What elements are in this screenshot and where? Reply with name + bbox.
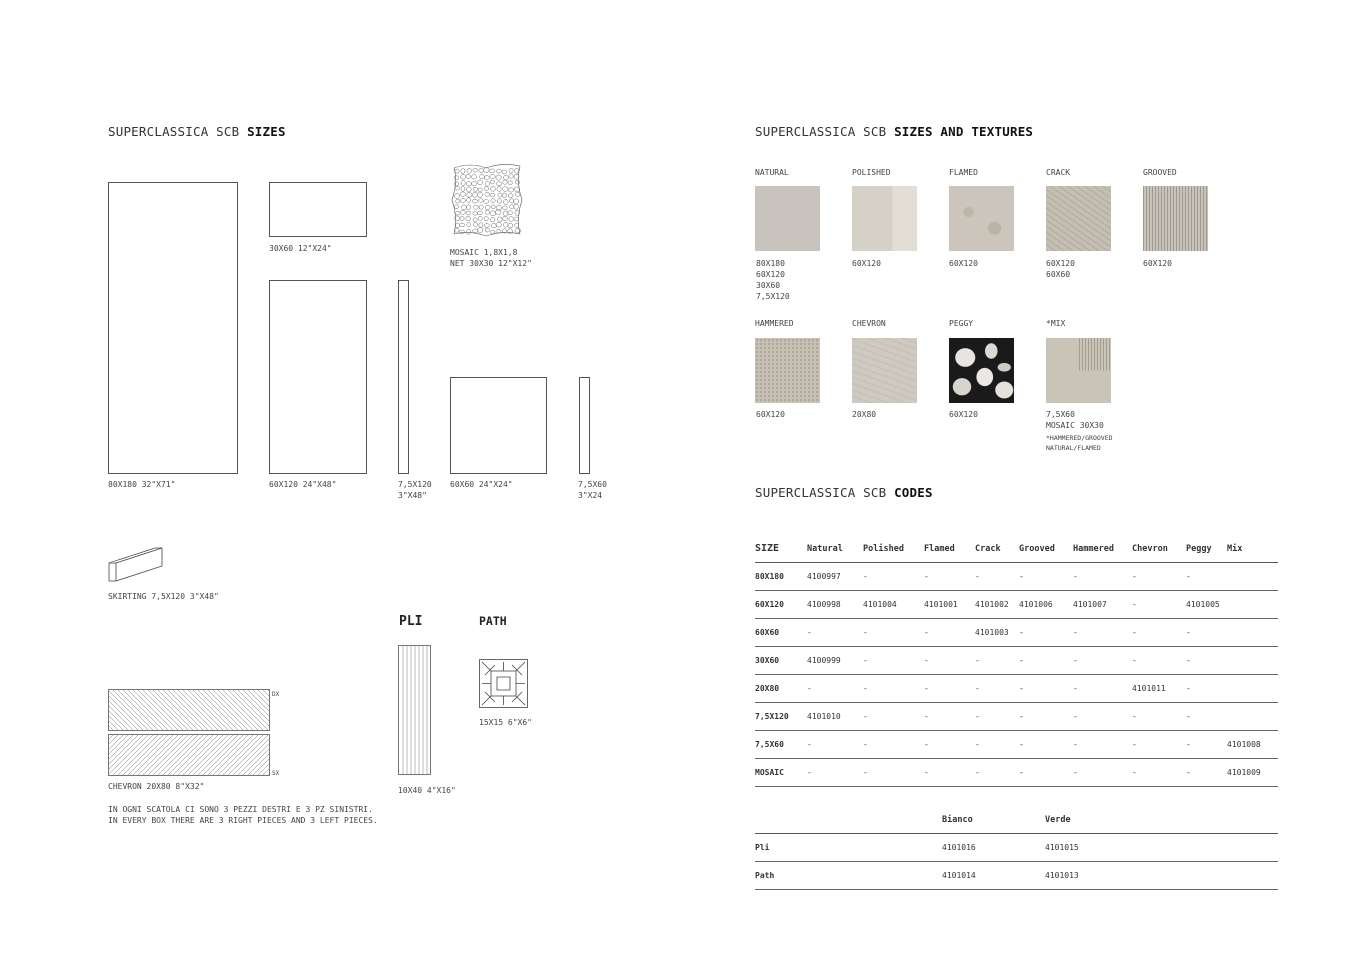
- pebble: [467, 222, 471, 226]
- tile-7-5x120-label: 7,5X120 3"X48": [398, 480, 432, 500]
- pebble: [478, 199, 483, 203]
- texture-sizes-natural: 80X180 60X120 30X60 7,5X120: [756, 259, 790, 301]
- pebble: [490, 180, 494, 184]
- sizes-title-prefix: SUPERCLASSICA SCB: [108, 124, 240, 139]
- code-cell: -: [1186, 647, 1227, 675]
- pebble: [503, 211, 508, 216]
- pebble: [461, 180, 465, 185]
- row-size-cell: 30X60: [755, 647, 807, 675]
- code-cell: -: [1186, 619, 1227, 647]
- code-cell: -: [807, 619, 863, 647]
- pebble: [467, 168, 471, 173]
- code-cell: 4101010: [807, 703, 863, 731]
- pebble: [514, 187, 519, 192]
- pebble: [497, 217, 502, 222]
- pebble: [515, 168, 519, 173]
- code-cell: 4101004: [863, 591, 924, 619]
- code-cell: -: [1186, 675, 1227, 703]
- texture-name-polished: POLISHED: [852, 168, 891, 177]
- path-icon: [479, 659, 529, 709]
- tile-30x60-label: 30X60 12"X24": [269, 244, 332, 253]
- pebble: [503, 175, 508, 180]
- code-cell: -: [924, 563, 975, 591]
- code-cell: -: [1073, 675, 1132, 703]
- code-cell: 4100999: [807, 647, 863, 675]
- codes-header-cell: Grooved: [1019, 535, 1073, 563]
- pebble: [484, 224, 489, 228]
- table-row: [755, 591, 1278, 619]
- code-cell: -: [863, 563, 924, 591]
- code-cell: -: [975, 731, 1019, 759]
- pebble: [510, 205, 514, 209]
- extra-header-cell: Bianco: [942, 806, 1045, 834]
- pebble: [466, 205, 470, 210]
- pebble: [485, 228, 489, 232]
- pebble: [515, 223, 519, 227]
- table-row: [755, 675, 1278, 703]
- code-cell: 4101011: [1132, 675, 1186, 703]
- table-row: [755, 647, 1278, 675]
- pebble: [455, 182, 459, 186]
- pebble: [479, 168, 484, 172]
- row-size-cell: 20X80: [755, 675, 807, 703]
- pebble: [510, 199, 514, 203]
- texture-name-mix: *MIX: [1046, 319, 1066, 328]
- pebble: [473, 229, 478, 233]
- pebble: [461, 205, 466, 210]
- code-cell: -: [1186, 563, 1227, 591]
- code-cell: 4100998: [807, 591, 863, 619]
- table-row: [755, 834, 1278, 862]
- pebble: [478, 211, 483, 215]
- table-row: [755, 731, 1278, 759]
- pli-icon: [398, 645, 432, 776]
- texture-name-grooved: GROOVED: [1143, 168, 1177, 177]
- skirting-icon: [107, 545, 165, 585]
- pebble: [496, 229, 501, 233]
- texture-sizes-mix: 7,5X60 MOSAIC 30X30: [1046, 410, 1104, 430]
- texture-swatch-mix: [1046, 338, 1111, 403]
- pebble: [491, 199, 496, 203]
- pli-title: PLI: [399, 614, 423, 629]
- tile-7-5x120: [398, 280, 409, 474]
- codes-header-cell: Peggy: [1186, 535, 1227, 563]
- row-size-cell: 7,5X120: [755, 703, 807, 731]
- pebble: [509, 174, 514, 178]
- code-cell: [1227, 703, 1278, 731]
- pebble: [455, 186, 460, 190]
- textures-title-bold: SIZES AND TEXTURES: [894, 124, 1034, 139]
- code-cell: -: [807, 731, 863, 759]
- pebble: [503, 206, 508, 210]
- code-cell: -: [975, 675, 1019, 703]
- pebble: [474, 205, 479, 209]
- texture-sizes-hammered: 60X120: [756, 410, 785, 419]
- code-cell: -: [1019, 731, 1073, 759]
- code-cell: 4101007: [1073, 591, 1132, 619]
- extra-header-row: [755, 806, 1278, 834]
- code-cell: -: [975, 759, 1019, 787]
- pebble: [509, 216, 514, 221]
- code-cell: 4101008: [1227, 731, 1278, 759]
- code-cell: -: [924, 675, 975, 703]
- table-row: [755, 703, 1278, 731]
- textures-title-prefix: SUPERCLASSICA SCB: [755, 124, 887, 139]
- codes-title-prefix: SUPERCLASSICA SCB: [755, 485, 887, 500]
- texture-name-crack: CRACK: [1046, 168, 1071, 177]
- chevron-sx: SX: [272, 770, 280, 777]
- code-cell: [1227, 563, 1278, 591]
- pebble: [496, 169, 501, 173]
- pebble: [485, 210, 489, 214]
- codes-header-cell: Flamed: [924, 535, 975, 563]
- tile-7-5x60-label: 7,5X60 3"X24: [578, 480, 607, 500]
- extra-header-cell: [755, 806, 942, 834]
- pebble: [489, 169, 495, 173]
- textures-title: [755, 124, 1033, 139]
- table-row: [755, 862, 1278, 890]
- code-cell: 4101015: [1045, 834, 1278, 862]
- tile-7-5x60: [579, 377, 590, 474]
- texture-swatch-polished: [852, 186, 917, 251]
- code-cell: -: [975, 703, 1019, 731]
- texture-sizes-flamed: 60X120: [949, 259, 978, 268]
- extra-codes-table: [755, 806, 1278, 890]
- pebble: [514, 204, 519, 209]
- pebble: [472, 193, 477, 198]
- pebble: [485, 205, 490, 209]
- code-cell: -: [1186, 703, 1227, 731]
- code-cell: -: [924, 703, 975, 731]
- code-cell: [1227, 591, 1278, 619]
- pebble: [460, 216, 464, 220]
- tile-60x60: [450, 377, 547, 474]
- row-size-cell: MOSAIC: [755, 759, 807, 787]
- code-cell: -: [1019, 619, 1073, 647]
- code-cell: -: [807, 675, 863, 703]
- pebble: [484, 186, 488, 191]
- pebble: [478, 188, 482, 192]
- row-name-cell: Path: [755, 862, 942, 890]
- tile-60x120-label: 60X120 24"X48": [269, 480, 337, 489]
- pebble: [503, 222, 508, 227]
- codes-header-cell: Polished: [863, 535, 924, 563]
- mix-note: *HAMMERED/GROOVED NATURAL/FLAMED: [1046, 434, 1113, 452]
- codes-title-bold: CODES: [894, 485, 933, 500]
- pebble: [503, 187, 508, 192]
- table-row: [755, 563, 1278, 591]
- pebble: [466, 230, 470, 235]
- code-cell: 4101006: [1019, 591, 1073, 619]
- pebble: [515, 192, 520, 196]
- code-cell: 4101009: [1227, 759, 1278, 787]
- pebble: [472, 199, 477, 203]
- code-cell: 4101005: [1186, 591, 1227, 619]
- texture-sizes-peggy: 60X120: [949, 410, 978, 419]
- pebble: [479, 205, 483, 209]
- sizes-title-bold: SIZES: [247, 124, 286, 139]
- pebble: [461, 186, 465, 191]
- codes-header-row: [755, 535, 1278, 563]
- pebble: [473, 222, 477, 226]
- texture-swatch-natural: [755, 186, 820, 251]
- code-cell: -: [1073, 563, 1132, 591]
- pebble: [472, 182, 477, 186]
- pebble: [485, 181, 489, 186]
- pebble: [461, 169, 465, 174]
- pli-label: 10X40 4"X16": [398, 786, 456, 795]
- code-cell: -: [1132, 647, 1186, 675]
- tile-80x180: [108, 182, 238, 474]
- code-cell: -: [863, 731, 924, 759]
- code-cell: -: [863, 703, 924, 731]
- pebble: [515, 180, 519, 184]
- extra-header-cell: Verde: [1045, 806, 1278, 834]
- code-cell: 4101003: [975, 619, 1019, 647]
- texture-name-hammered: HAMMERED: [755, 319, 794, 328]
- box-note-en: IN EVERY BOX THERE ARE 3 RIGHT PIECES AND 3 LEFT PIECES.: [108, 816, 378, 825]
- pebble: [480, 174, 485, 178]
- mosaic-icon: [450, 162, 524, 238]
- code-cell: -: [863, 759, 924, 787]
- pebble: [502, 216, 507, 220]
- tile-60x120: [269, 280, 367, 474]
- codes-title: [755, 485, 933, 500]
- code-cell: -: [1132, 563, 1186, 591]
- pebble: [461, 174, 466, 179]
- code-cell: -: [1132, 703, 1186, 731]
- codes-header-cell: Mix: [1227, 535, 1278, 563]
- pebble: [509, 168, 513, 173]
- code-cell: -: [1132, 591, 1186, 619]
- box-note-it: IN OGNI SCATOLA CI SONO 3 PEZZI DESTRI E 3 PZ SINISTRI.: [108, 805, 373, 814]
- mosaic-label: MOSAIC 1,8X1,8 NET 30X30 12"X12": [450, 248, 532, 268]
- texture-name-chevron: CHEVRON: [852, 319, 886, 328]
- code-cell: -: [863, 647, 924, 675]
- code-cell: -: [1019, 647, 1073, 675]
- pebble: [490, 211, 496, 216]
- texture-sizes-crack: 60X120 60X60: [1046, 259, 1075, 279]
- code-cell: -: [1073, 759, 1132, 787]
- pebble: [503, 199, 508, 204]
- code-cell: 4101013: [1045, 862, 1278, 890]
- pebble: [460, 223, 465, 227]
- pebble: [496, 175, 501, 180]
- pebble: [515, 228, 520, 233]
- table-row: [755, 619, 1278, 647]
- pebble: [473, 168, 478, 172]
- pebble: [514, 199, 519, 204]
- tile-60x60-label: 60X60 24"X24": [450, 480, 513, 489]
- chevron-pattern: [108, 689, 283, 779]
- row-size-cell: 60X60: [755, 619, 807, 647]
- code-cell: -: [1019, 759, 1073, 787]
- pebble: [497, 199, 501, 204]
- code-cell: -: [1186, 731, 1227, 759]
- code-cell: 4101002: [975, 591, 1019, 619]
- pebble: [455, 169, 459, 173]
- pebble: [455, 211, 460, 215]
- pebble: [466, 175, 471, 179]
- pebble: [484, 217, 488, 221]
- row-size-cell: 80X180: [755, 563, 807, 591]
- code-cell: 4101016: [942, 834, 1045, 862]
- pebble: [473, 218, 477, 222]
- texture-swatch-crack: [1046, 186, 1111, 251]
- path-label: 15X15 6"X6": [479, 718, 532, 727]
- pebble: [491, 205, 495, 209]
- tile-80x180-label: 80X180 32"X71": [108, 480, 176, 489]
- code-cell: -: [863, 619, 924, 647]
- table-row: [755, 759, 1278, 787]
- code-cell: -: [1019, 563, 1073, 591]
- skirting-label: SKIRTING 7,5X120 3"X48": [108, 592, 219, 601]
- texture-swatch-peggy: [949, 338, 1014, 403]
- code-cell: -: [975, 563, 1019, 591]
- pebble: [473, 211, 478, 215]
- code-cell: -: [975, 647, 1019, 675]
- pebble: [455, 223, 459, 228]
- code-cell: -: [807, 759, 863, 787]
- pebble: [491, 230, 495, 234]
- pebble: [490, 175, 495, 179]
- row-size-cell: 60X120: [755, 591, 807, 619]
- pebble: [460, 230, 465, 234]
- texture-name-natural: NATURAL: [755, 168, 789, 177]
- pebble: [473, 187, 477, 191]
- code-cell: 4100997: [807, 563, 863, 591]
- pebble: [455, 194, 460, 199]
- code-cell: -: [1073, 619, 1132, 647]
- pebble: [490, 186, 495, 191]
- pebble: [485, 192, 490, 196]
- pebble: [461, 198, 466, 202]
- pebble: [490, 217, 495, 221]
- code-cell: 4101001: [924, 591, 975, 619]
- pebble: [508, 194, 513, 198]
- codes-header-cell: Natural: [807, 535, 863, 563]
- code-cell: -: [1132, 619, 1186, 647]
- pebble: [466, 211, 471, 215]
- code-cell: -: [924, 647, 975, 675]
- path-title: PATH: [479, 614, 507, 628]
- pebble: [496, 182, 501, 186]
- pebble: [467, 187, 472, 192]
- code-cell: -: [1132, 759, 1186, 787]
- row-size-cell: 7,5X60: [755, 731, 807, 759]
- pebble: [478, 192, 483, 197]
- pebble: [456, 199, 460, 203]
- pebble: [477, 180, 482, 185]
- pebble: [508, 223, 513, 228]
- code-cell: -: [1073, 731, 1132, 759]
- texture-sizes-chevron: 20X80: [852, 410, 877, 419]
- pebble: [502, 170, 507, 174]
- texture-swatch-flamed: [949, 186, 1014, 251]
- chevron-label: CHEVRON 20X80 8"X32": [108, 782, 205, 791]
- code-cell: -: [1019, 675, 1073, 703]
- codes-header-cell: Hammered: [1073, 535, 1132, 563]
- texture-sizes-polished: 60X120: [852, 259, 881, 268]
- pebble: [479, 223, 483, 228]
- texture-name-flamed: FLAMED: [949, 168, 978, 177]
- code-cell: -: [863, 675, 924, 703]
- pebble: [461, 210, 466, 214]
- code-cell: [1227, 675, 1278, 703]
- pebble: [467, 192, 472, 197]
- pebble: [490, 193, 495, 197]
- pebble: [497, 186, 501, 191]
- pebble: [484, 200, 489, 204]
- pebble: [472, 175, 477, 180]
- texture-swatch-hammered: [755, 338, 820, 403]
- codes-table: [755, 535, 1278, 787]
- pebble: [478, 216, 482, 220]
- texture-sizes-grooved: 60X120: [1143, 259, 1172, 268]
- pebble: [514, 217, 519, 221]
- code-cell: -: [1186, 759, 1227, 787]
- code-cell: [1227, 619, 1278, 647]
- sizes-title: [108, 124, 286, 139]
- code-cell: -: [1073, 703, 1132, 731]
- pebble: [485, 176, 490, 180]
- code-cell: [1227, 647, 1278, 675]
- pebble: [478, 228, 483, 233]
- pebble: [484, 168, 490, 173]
- pebble: [467, 198, 471, 203]
- code-cell: -: [1073, 647, 1132, 675]
- codes-header-cell: Crack: [975, 535, 1019, 563]
- code-cell: -: [924, 619, 975, 647]
- pebble: [508, 181, 512, 185]
- chevron-dx: DX: [272, 691, 280, 698]
- texture-swatch-chevron: [852, 338, 917, 403]
- pebble: [502, 193, 506, 198]
- row-name-cell: Pli: [755, 834, 942, 862]
- code-cell: -: [1019, 703, 1073, 731]
- pebble: [508, 188, 513, 192]
- code-cell: -: [1132, 731, 1186, 759]
- pebble: [466, 182, 471, 186]
- code-cell: 4101014: [942, 862, 1045, 890]
- texture-name-peggy: PEGGY: [949, 319, 974, 328]
- codes-header-cell: SIZE: [755, 535, 807, 563]
- code-cell: -: [924, 731, 975, 759]
- texture-swatch-grooved: [1143, 186, 1208, 251]
- tile-30x60: [269, 182, 367, 237]
- pebble: [503, 180, 507, 184]
- pebble: [460, 192, 466, 196]
- pebble: [466, 216, 471, 220]
- codes-header-cell: Chevron: [1132, 535, 1186, 563]
- pebble: [454, 205, 459, 209]
- pebble: [454, 176, 459, 180]
- code-cell: -: [924, 759, 975, 787]
- pebble: [498, 193, 502, 197]
